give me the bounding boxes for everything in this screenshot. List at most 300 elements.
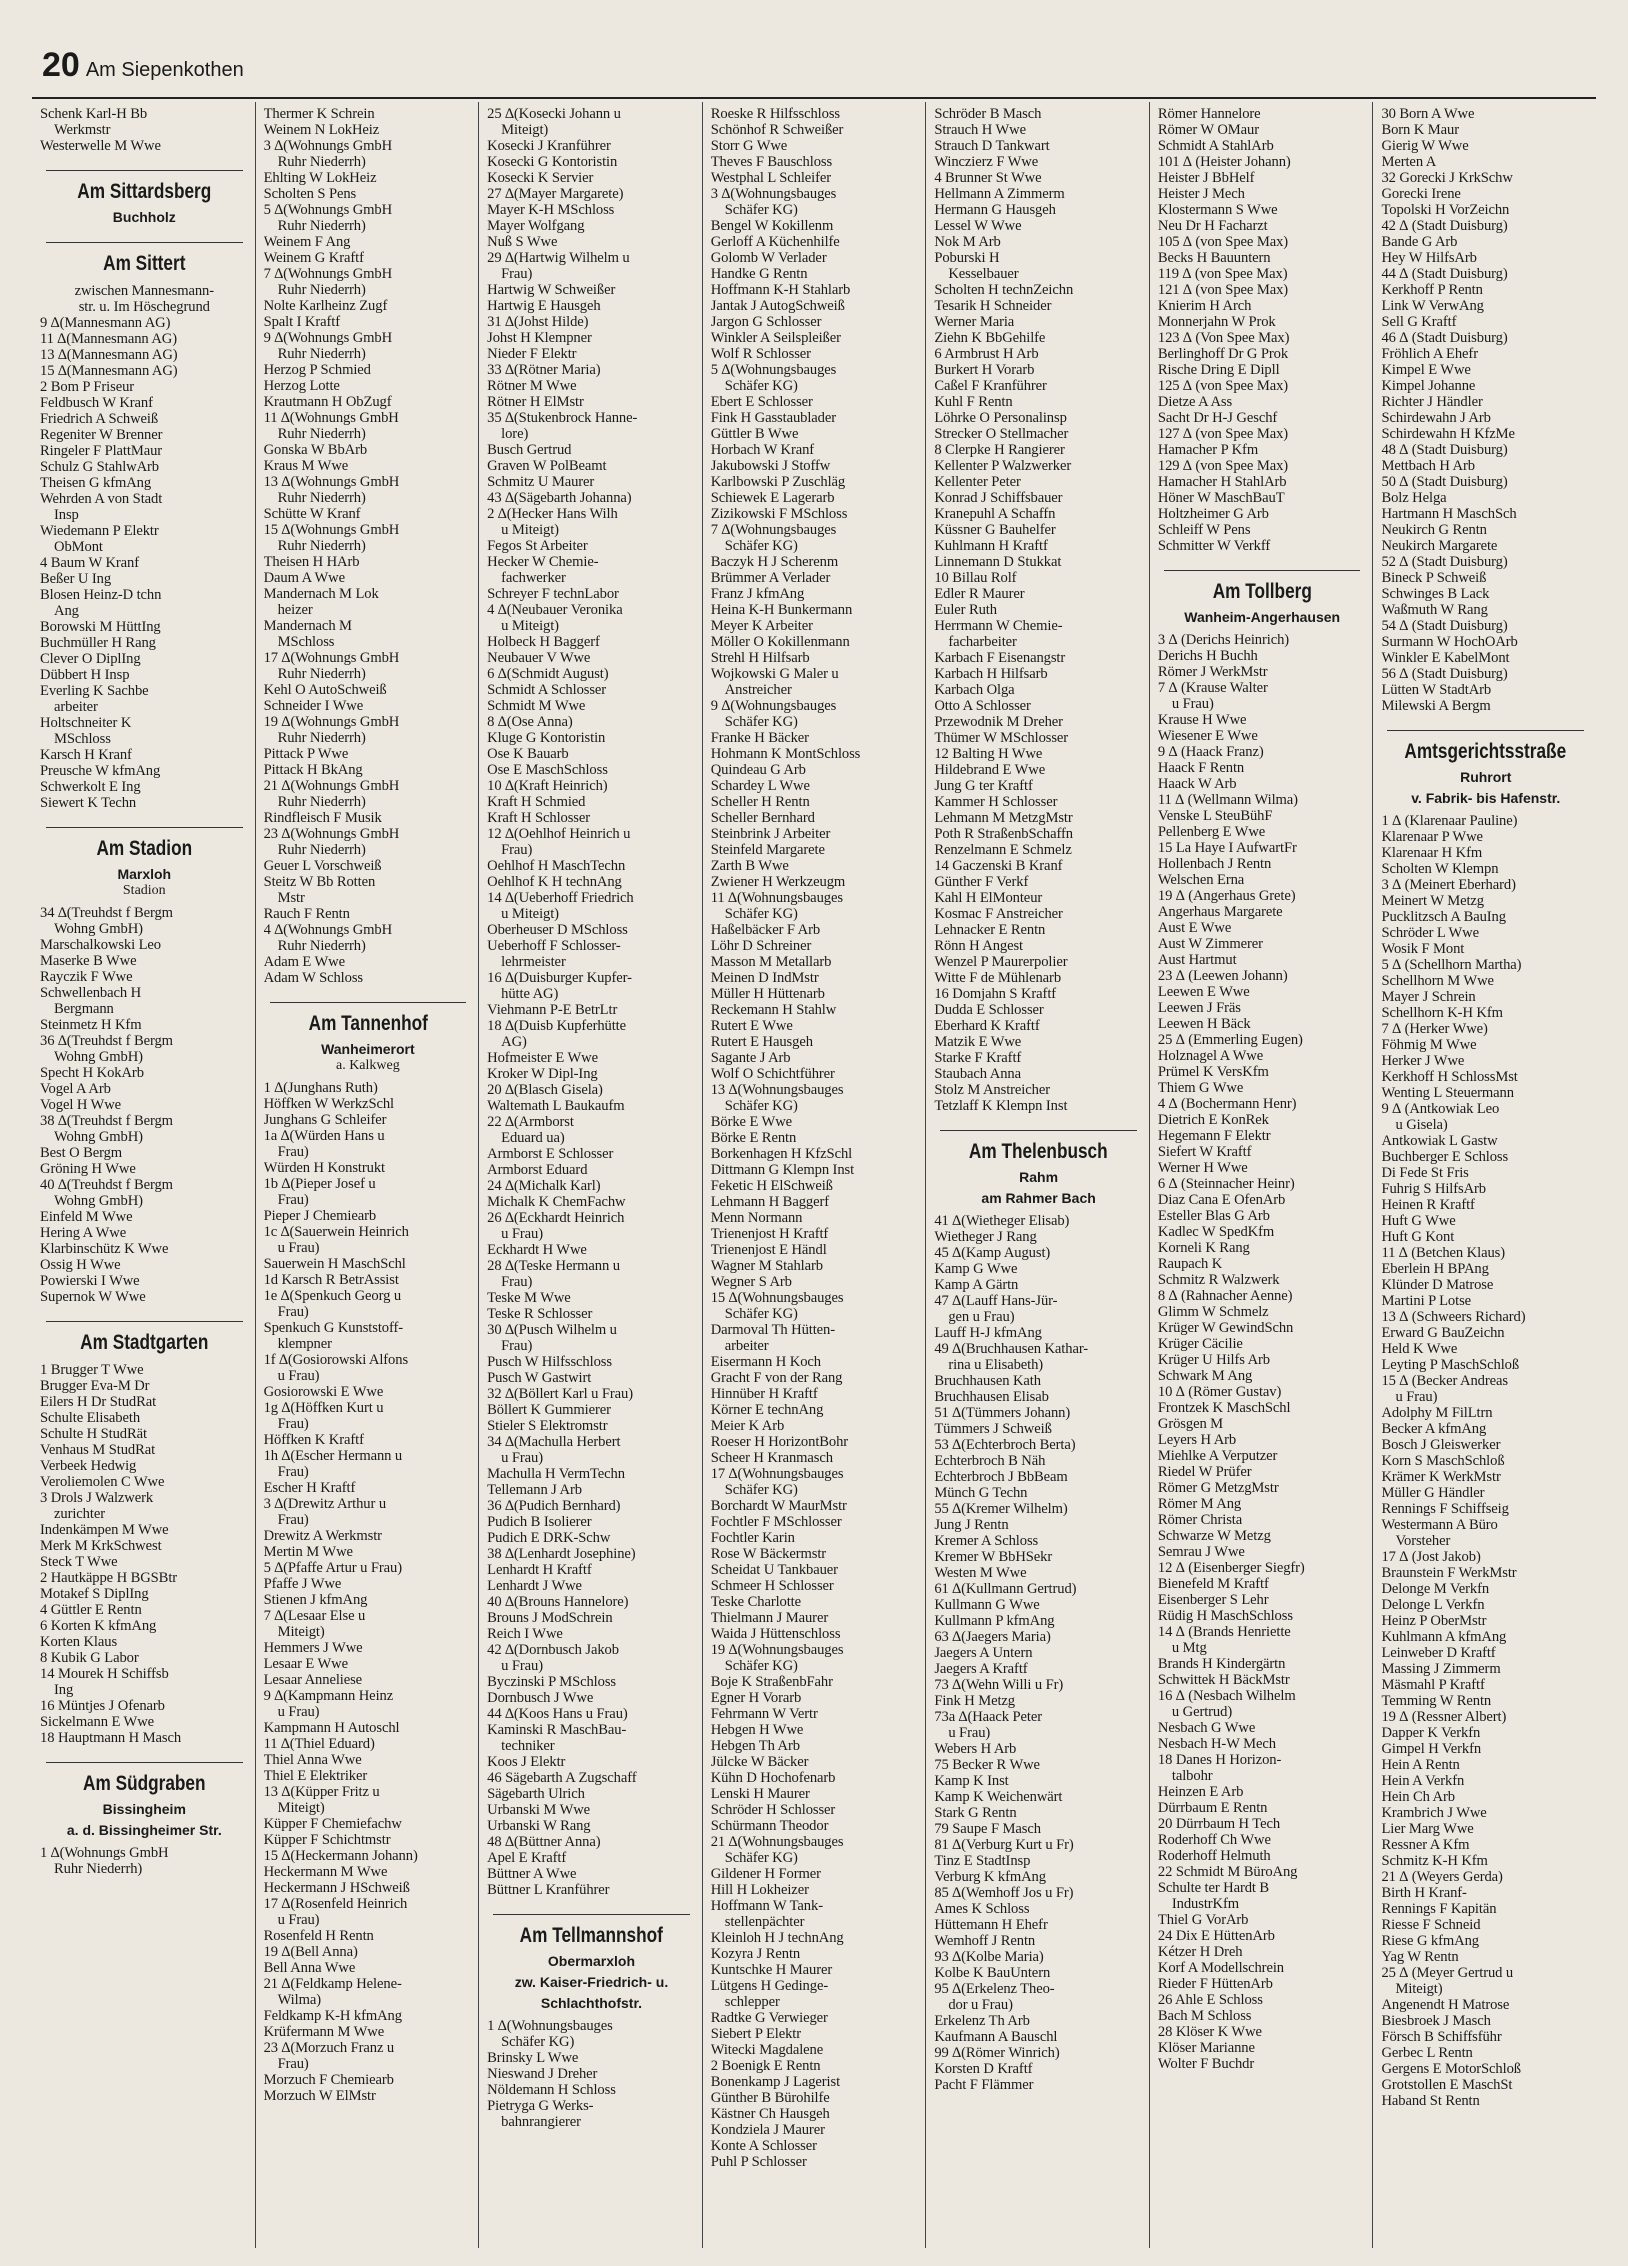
resident-entry: Lenski H Maurer [710,1786,810,1802]
resident-entry: Kosecki G Kontoristin [487,154,618,170]
resident-entry: Baczyk H J Scherenm [710,554,839,570]
resident-entry: Ose E MaschSchloss [487,762,608,778]
resident-entry: Grösgen M [1157,1416,1224,1432]
resident-entry: Boje K StraßenbFahr [710,1674,833,1690]
resident-entry: Zarth B Wwe [710,858,789,874]
resident-entry: Kaufmann A Bauschl [934,2029,1058,2045]
street-location-note: a. Kalkweg [335,1058,400,1073]
resident-entry: Hein Ch Arb [1381,1789,1455,1805]
resident-entry: Korneli K Rang [1157,1240,1250,1256]
resident-entry: 23 ∆ (Leewen Johann) [1157,968,1288,984]
resident-entry: Lauff H-J kfmAng [934,1325,1042,1341]
resident-entry: Meyer K Arbeiter [710,618,813,634]
resident-entry: Scheller H Rentn [710,794,810,810]
resident-entry: techniker [501,1738,555,1754]
resident-entry: Poth R StraßenbSchaffn [934,826,1073,842]
resident-entry: Pieper J Chemiearb [263,1208,377,1224]
resident-entry: Grotstollen E MaschSt [1381,2077,1513,2093]
resident-entry: Rötner M Wwe [487,378,577,394]
resident-entry: Di Fede St Fris [1381,1165,1469,1181]
resident-entry: Eilers H Dr StudRat [40,1394,157,1410]
resident-entry: Menn Normann [710,1210,803,1226]
street-section-header [40,170,249,226]
resident-entry: 13 ∆ (Schweers Richard) [1381,1309,1526,1325]
resident-entry: Frau) [277,1512,309,1528]
resident-entry: Pusch W Hilfsschloss [487,1354,612,1370]
street-name: Am Südgraben [83,1772,206,1795]
resident-entry: Graven W PolBeamt [487,458,607,474]
resident-entry: Massing J Zimmerm [1381,1661,1501,1677]
resident-entry: Frau) [501,1338,533,1354]
resident-entry: Schäfer KG) [724,714,798,730]
resident-entry: Beßer U Ing [40,571,112,587]
resident-entry: Försch B Schiffsführ [1381,2029,1502,2045]
resident-entry: 19 ∆(Wohnungs GmbH [263,714,400,730]
resident-entry: 15 ∆(Mannesmann AG) [40,363,178,379]
resident-entry: 15 La Haye I AufwartFr [1157,840,1297,856]
resident-entry: Storr G Wwe [710,138,788,154]
resident-entry: Rieder F HüttenArb [1157,1976,1273,1992]
directory-column [1149,102,1373,2248]
resident-entry: 8 ∆(Ose Anna) [487,714,573,730]
street-section-header [40,1321,249,1356]
resident-entry: Kraus M Wwe [263,458,349,474]
resident-entry: Daum A Wwe [263,570,345,586]
resident-entry: 85 ∆(Wemhoff Jos u Fr) [934,1885,1074,1901]
resident-entry: Ruhr Niederrh) [277,426,366,442]
resident-entry: Derichs H Buchh [1157,648,1258,664]
resident-entry: Frau) [277,2056,309,2072]
resident-entry: 10 ∆(Kraft Heinrich) [487,778,608,794]
resident-entry: Sell G Kraftf [1381,314,1457,330]
page-number: 20 [42,46,80,84]
resident-entry: Kremer A Schloss [934,1533,1039,1549]
resident-entry: Römer J WerkMstr [1157,664,1268,680]
resident-entry: Haßelbäcker F Arb [710,922,821,938]
resident-entry: Kaminski R MaschBau- [487,1722,627,1738]
resident-entry: Jung G ter Kraftf [934,778,1033,794]
resident-entry: Wohng GmbH) [54,1049,143,1065]
resident-entry: Thiel G VorArb [1157,1912,1249,1928]
resident-entry: 73a ∆(Haack Peter [934,1709,1043,1725]
resident-entry: MSchloss [277,634,335,650]
resident-entry: Ruhr Niederrh) [277,842,366,858]
resident-entry: Westerwelle M Wwe [40,138,161,154]
resident-entry: Winkler E KabelMont [1381,650,1510,666]
resident-entry: 46 Sägebarth A Zugschaff [487,1770,637,1786]
resident-entry: Link W VerwAng [1381,298,1484,314]
section-divider [1164,570,1361,571]
resident-entry: Nok M Arb [934,234,1001,250]
resident-entry: 2 Hautkäppe H BGSBtr [40,1570,178,1586]
resident-entry: Jülcke W Bäcker [710,1754,809,1770]
resident-entry: Neu Dr H Facharzt [1157,218,1268,234]
resident-entry: 1 ∆(Junghans Ruth) [263,1080,378,1096]
resident-entry: Franke H Bäcker [710,730,809,746]
resident-entry: Schleiff W Pens [1157,522,1251,538]
resident-entry: Kimpel E Wwe [1381,362,1471,378]
resident-entry: Bruchhausen Elisab [934,1389,1049,1405]
resident-entry: 12 Balting H Wwe [934,746,1043,762]
resident-entry: Otto A Schlosser [934,698,1031,714]
resident-entry: Wenzel P Maurerpolier [934,954,1068,970]
resident-entry: Kremer W BbHSekr [934,1549,1053,1565]
resident-entry: Schirdewahn H KfzMe [1381,426,1515,442]
resident-entry: Karbach F Eisenangstr [934,650,1066,666]
resident-entry: Brugger Eva-M Dr [40,1378,150,1394]
resident-entry: Klöser Marianne [1157,2040,1255,2056]
resident-entry: Waltemath L Baukaufm [487,1098,625,1114]
street-name: Amtsgerichtsstraße [1404,740,1567,763]
street-location-note: str. u. Im Höschegrund [78,299,210,315]
resident-entry: Körner E technAng [710,1402,824,1418]
resident-entry: Gerloff A Küchenhilfe [710,234,840,250]
resident-entry: Riedel W Prüfer [1157,1464,1252,1480]
resident-entry: Armborst Eduard [487,1162,588,1178]
resident-entry: Mertin M Wwe [263,1544,353,1560]
resident-entry: Weinem F Ang [263,234,351,250]
resident-entry: Schönhof R Schweißer [710,122,844,138]
resident-entry: Mandernach M Lok [263,586,379,602]
resident-entry: Korten Klaus [40,1634,118,1650]
resident-entry: Maserke B Wwe [40,953,137,969]
street-name: Am Thelenbusch [969,1140,1108,1163]
resident-entry: 18 Danes H Horizon- [1157,1752,1282,1768]
resident-entry: rina u Elisabeth) [948,1357,1044,1373]
resident-entry: Krüger W GewindSchn [1157,1320,1294,1336]
resident-entry: Frau) [277,1144,309,1160]
resident-entry: Vogel A Arb [40,1081,111,1097]
resident-entry: Karbach Olga [934,682,1015,698]
resident-entry: Möller O Kokillenmann [710,634,850,650]
resident-entry: Schröder B Masch [934,106,1042,122]
resident-entry: Steinmetz H Kfm [40,1017,142,1033]
resident-entry: Bach M Schloss [1157,2008,1252,2024]
resident-entry: Venske L SteuBühF [1157,808,1273,824]
resident-entry: Eberlein H BPAng [1381,1261,1489,1277]
section-divider [46,170,243,171]
resident-entry: Schirdewahn J Arb [1381,410,1491,426]
street-section-header [934,1130,1143,1207]
resident-entry: Kosecki J Kranführer [487,138,611,154]
resident-entry: Frau) [277,1304,309,1320]
resident-entry: Nuß S Wwe [487,234,558,250]
resident-entry: Miteigt) [277,1800,325,1816]
resident-entry: Borchardt W MaurMstr [710,1498,847,1514]
resident-entry: Böllert K Gummierer [487,1402,611,1418]
resident-entry: Born K Maur [1381,122,1460,138]
resident-entry: Stienen J kfmAng [263,1592,368,1608]
resident-entry: Junghans G Schleifer [263,1112,387,1128]
resident-entry: Ruhr Niederrh) [277,282,366,298]
resident-entry: Jaegers A Untern [934,1645,1033,1661]
street-name: Am Sittardsberg [77,180,212,203]
resident-entry: Jantak J AutogSchweiß [710,298,845,314]
resident-entry: Roeske R Hilfsschloss [710,106,840,122]
resident-entry: 13 ∆(Wohnungs GmbH [263,474,400,490]
resident-entry: gen u Frau) [948,1309,1015,1325]
resident-entry: u Frau) [501,1226,544,1242]
resident-entry: 18 Hauptmann H Masch [40,1730,182,1746]
resident-entry: Pacht F Flämmer [934,2077,1034,2093]
resident-entry: Rüdig H MaschSchloss [1157,1608,1293,1624]
resident-entry: Aust Hartmut [1157,952,1237,968]
resident-entry: Hüttemann H Ehefr [934,1917,1048,1933]
resident-entry: u Frau) [277,1240,320,1256]
resident-entry: 11 ∆ (Betchen Klaus) [1381,1245,1505,1261]
street-section-header [264,1002,473,1074]
resident-entry: Zizikowski F MSchloss [710,506,848,522]
resident-entry: 3 ∆(Wohnungsbauges [710,186,837,202]
resident-entry: arbeiter [724,1338,769,1354]
resident-entry: Hegemann F Elektr [1157,1128,1271,1144]
resident-entry: Hebgen Th Arb [710,1738,800,1754]
resident-entry: 61 ∆(Kullmann Gertrud) [934,1581,1077,1597]
street-section-header [40,827,249,899]
resident-entry: Pusch W Gastwirt [487,1370,592,1386]
resident-entry: Roderhoff Ch Wwe [1157,1832,1271,1848]
resident-entry: Hamacher H StahlArb [1157,474,1287,490]
resident-entry: Krambrich J Wwe [1381,1805,1487,1821]
resident-entry: 8 ∆ (Rahnacher Aenne) [1157,1288,1293,1304]
resident-entry: Morzuch W ElMstr [263,2088,376,2104]
resident-entry: Bosch J Gleiswerker [1381,1437,1501,1453]
resident-entry: Schmitter W Verkff [1157,538,1271,554]
resident-entry: Müller G Händler [1381,1485,1485,1501]
resident-entry: Haack W Arb [1157,776,1237,792]
resident-entry: Kraft H Schlosser [487,810,591,826]
resident-entry: Ang [54,603,79,619]
resident-entry: 75 Becker R Wwe [934,1757,1040,1773]
resident-entry: Burkert H Vorarb [934,362,1035,378]
street-district: Wanheim-Angerhausen [1184,609,1341,625]
resident-entry: Strauch H Wwe [934,122,1026,138]
resident-entry: Fink H Gasstaublader [710,410,837,426]
resident-entry: 13 ∆(Wohnungsbauges [710,1082,844,1098]
resident-entry: 125 ∆ (von Spee Max) [1157,378,1289,394]
resident-entry: Kleinloh H J technAng [710,1930,844,1946]
resident-entry: Sickelmann E Wwe [40,1714,155,1730]
resident-entry: Pudich B Isolierer [487,1514,592,1530]
resident-entry: Tellemann J Arb [487,1482,582,1498]
resident-entry: Rennings F Schiffseig [1381,1501,1509,1517]
street-district: Wanheimerort [321,1041,415,1057]
resident-entry: 50 ∆ (Stadt Duisburg) [1381,474,1508,490]
resident-entry: Michalk K ChemFachw [487,1194,626,1210]
resident-entry: Pucklitzsch A BauIng [1381,909,1506,925]
resident-entry: ObMont [54,539,103,555]
resident-entry: Römer W OMaur [1157,122,1260,138]
resident-entry: Motakef S DiplIng [40,1586,149,1602]
resident-entry: Kerkhoff H SchlossMst [1381,1069,1518,1085]
resident-entry: Esteller Blas G Arb [1157,1208,1270,1224]
resident-entry: Wohng GmbH) [54,1193,143,1209]
resident-entry: Riese G kfmAng [1381,1933,1479,1949]
resident-entry: 9 ∆(Kampmann Heinz [263,1688,394,1704]
resident-entry: Poburski H [934,250,1000,266]
resident-entry: Heina K-H Bunkermann [710,602,853,618]
resident-entry: Konte A Schlosser [710,2138,817,2154]
resident-entry: Wemhoff J Rentn [934,1933,1036,1949]
resident-entry: Thermer K Schrein [263,106,375,122]
resident-entry: Aust E Wwe [1157,920,1232,936]
street-district: am Rahmer Bach [981,1190,1096,1206]
street-section-header [1381,730,1590,807]
resident-entry: Holtschneiter K [40,715,132,731]
resident-entry: Pittack H BkAng [263,762,363,778]
resident-entry: 2 ∆(Hecker Hans Wilh [487,506,618,522]
resident-entry: Mayer Wolfgang [487,218,585,234]
resident-entry: Mayer K-H MSchloss [487,202,615,218]
resident-entry: Monnerjahn W Prok [1157,314,1276,330]
resident-entry: Schäfer KG) [501,2034,575,2050]
resident-entry: 1g ∆(Höffken Kurt u [263,1400,384,1416]
resident-entry: 5 ∆ (Schellhorn Martha) [1381,957,1522,973]
resident-entry: Waßmuth W Rang [1381,602,1488,618]
resident-entry: Schäfer KG) [724,1098,798,1114]
resident-entry: Mettbach H Arb [1381,458,1475,474]
resident-entry: Welschen Erna [1157,872,1245,888]
resident-entry: MSchloss [54,731,111,747]
resident-entry: Lenhardt J Wwe [487,1578,582,1594]
resident-entry: u Frau) [277,1368,320,1384]
resident-entry: Hollenbach J Rentn [1157,856,1272,872]
resident-entry: Staubach Anna [934,1066,1021,1082]
resident-entry: 3 ∆(Drewitz Arthur u [263,1496,387,1512]
resident-entry: Trienenjost H Kraftf [710,1226,829,1242]
resident-entry: 42 ∆(Dornbusch Jakob [487,1642,619,1658]
resident-entry: Ziehn K BbGehilfe [934,330,1046,346]
resident-entry: 9 ∆(Wohnungs GmbH [263,330,393,346]
resident-entry: Nöldemann H Schloss [487,2082,616,2098]
resident-entry: u Mtg [1171,1640,1207,1656]
resident-entry: 1a ∆(Würden Hans u [263,1128,385,1144]
resident-entry: Frau) [501,1274,533,1290]
resident-entry: Antkowiak L Gastw [1381,1133,1498,1149]
resident-entry: Teske Charlotte [710,1594,802,1610]
resident-entry: Horbach W Kranf [710,442,815,458]
resident-entry: Neubauer V Wwe [487,650,591,666]
resident-entry: 52 ∆ (Stadt Duisburg) [1381,554,1508,570]
resident-entry: Schäfer KG) [724,1482,798,1498]
resident-entry: 19 ∆ (Angerhaus Grete) [1157,888,1296,904]
section-divider [46,1762,243,1763]
resident-entry: Matzik E Wwe [934,1034,1022,1050]
resident-entry: Kellenter Peter [934,474,1021,490]
resident-entry: Surmann W HochOArb [1381,634,1518,650]
resident-entry: 16 Domjahn S Kraftf [934,986,1057,1002]
resident-entry: Heister J Mech [1157,186,1245,202]
resident-entry: 33 ∆(Rötner Maria) [487,362,601,378]
resident-entry: Kullmann P kfmAng [934,1613,1055,1629]
resident-entry: Gerbec L Rentn [1381,2045,1473,2061]
resident-entry: Fuhrig S HilfsArb [1381,1181,1486,1197]
resident-entry: 40 ∆(Brouns Hannelore) [487,1594,629,1610]
resident-entry: Schulte ter Hardt B [1157,1880,1270,1896]
resident-entry: 34 ∆(Machulla Herbert [487,1434,621,1450]
resident-entry: 12 ∆ (Eisenberger Siegfr) [1157,1560,1305,1576]
resident-entry: Schellhorn M Wwe [1381,973,1494,989]
resident-entry: 26 ∆(Eckhardt Heinrich [487,1210,625,1226]
resident-entry: Leewen H Bäck [1157,1016,1251,1032]
resident-entry: Karsch H Kranf [40,747,132,763]
resident-entry: Klarenaar P Wwe [1381,829,1483,845]
resident-entry: Dürrbaum E Rentn [1157,1800,1268,1816]
resident-entry: Wagner M Stahlarb [710,1258,823,1274]
resident-entry: Dornbusch J Wwe [487,1690,594,1706]
resident-entry: Werner Maria [934,314,1015,330]
resident-entry: Drewitz A Werkmstr [263,1528,382,1544]
resident-entry: 34 ∆(Treuhdst f Bergm [40,905,173,921]
resident-entry: Hermann G Hausgeh [934,202,1056,218]
resident-entry: Semrau J Wwe [1157,1544,1245,1560]
resident-entry: Korf A Modellschrein [1157,1960,1284,1976]
resident-entry: 8 Kubik G Labor [40,1650,139,1666]
resident-entry: Ruhr Niederrh) [54,1861,143,1877]
resident-entry: Armborst E Schlosser [487,1146,614,1162]
resident-entry: Bruchhausen Kath [934,1373,1041,1389]
resident-entry: Thiel Anna Wwe [263,1752,362,1768]
resident-entry: 7 ∆ (Krause Walter [1157,680,1268,696]
resident-entry: Pellenberg E Wwe [1157,824,1266,840]
resident-entry: Schäfer KG) [724,202,798,218]
resident-entry: Gergens E MotorSchloß [1381,2061,1521,2077]
resident-entry: Byczinski P MSchloss [487,1674,616,1690]
resident-entry: 123 ∆ (Von Spee Max) [1157,330,1290,346]
resident-entry: Puhl P Schlosser [710,2154,807,2170]
directory-column [255,102,479,2248]
resident-entry: 129 ∆ (von Spee Max) [1157,458,1289,474]
resident-entry: Fochtler F MSchlosser [710,1514,842,1530]
resident-entry: AG) [501,1034,527,1050]
resident-entry: Borowski M HüttIng [40,619,161,635]
resident-entry: 3 ∆(Wohnungs GmbH [263,138,393,154]
resident-entry: Eduard ua) [501,1130,565,1146]
resident-entry: 9 ∆ (Haack Franz) [1157,744,1264,760]
resident-entry: Indenkämpen M Wwe [40,1522,169,1538]
resident-entry: Pietryga G Werks- [487,2098,594,2114]
resident-entry: Friedrich A Schweiß [40,411,159,427]
directory-column [925,102,1149,2248]
resident-entry: 24 ∆(Michalk Karl) [487,1178,601,1194]
resident-entry: 21 ∆(Feldkamp Helene- [263,1976,402,1992]
resident-entry: Herzog Lotte [263,378,340,394]
resident-entry: Ruhr Niederrh) [277,490,366,506]
directory-column [702,102,926,2248]
resident-entry: 21 ∆ (Weyers Gerda) [1381,1869,1503,1885]
resident-entry: Schardey L Wwe [710,778,810,794]
resident-entry: Meinen D IndMstr [710,970,819,986]
resident-entry: 1h ∆(Escher Hermann u [263,1448,403,1464]
resident-entry: 21 ∆(Wohnungs GmbH [263,778,400,794]
resident-entry: Spalt I Kraftf [263,314,340,330]
resident-entry: Kellenter P Walzwerker [934,458,1072,474]
resident-entry: Winkler A Seilspleißer [710,330,841,346]
resident-entry: Klarenaar H Kfm [1381,845,1483,861]
resident-entry: 15 ∆ (Becker Andreas [1381,1373,1508,1389]
resident-entry: Frau) [277,1416,309,1432]
resident-entry: u Miteigt) [501,618,559,634]
resident-entry: 43 ∆(Sägebarth Johanna) [487,490,632,506]
resident-entry: 99 ∆(Römer Winrich) [934,2045,1060,2061]
resident-entry: Dietrich E KonRek [1157,1112,1269,1128]
resident-entry: 2 Boenigk E Rentn [710,2058,821,2074]
resident-entry: Urbanski W Rang [487,1818,591,1834]
resident-entry: Apel E Kraftf [487,1850,567,1866]
street-location-note: zwischen Mannesmann- [74,283,214,299]
resident-entry: Krautmann H ObZugf [263,394,392,410]
street-name: Am Tannenhof [308,1012,428,1035]
